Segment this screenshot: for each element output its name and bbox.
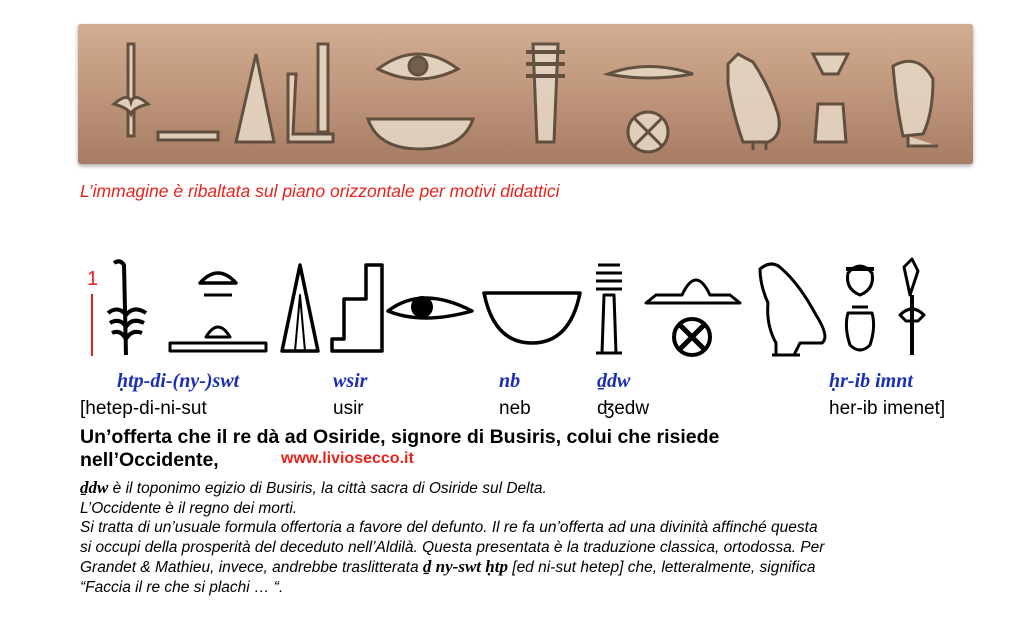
- note-line-2: L’Occidente è il regno dei morti.: [80, 499, 298, 517]
- translation-line-2: nell’Occidente,: [80, 449, 219, 471]
- website-link[interactable]: www.liviosecco.it: [281, 450, 414, 467]
- offering-table-glyph: [170, 273, 266, 351]
- translation: [80, 426, 840, 472]
- pron-neb: neb: [499, 398, 531, 419]
- translit-osiris: wsir: [333, 370, 368, 392]
- note-line-1-text: è il toponimo egizio di Busiris, la città sacra di Osiride sul Delta.: [108, 480, 547, 497]
- pron-djedu: ʤedw: [597, 398, 650, 419]
- eye-glyph: [388, 298, 472, 318]
- basket-glyph: [484, 293, 580, 343]
- translit-her-ib-imenet: ḥr-ib imnt: [829, 370, 913, 392]
- notes: [80, 478, 980, 597]
- note-line-3: Si tratta di un’usuale formula offertoria a favore del defunto. Il re fa un’offerta ad una divinità affinché questa: [80, 519, 818, 536]
- bird-glyph: [760, 264, 825, 355]
- note-line-5-start: Grandet & Mathieu, invece, andrebbe traslitterata: [80, 559, 423, 576]
- tomb-city-glyph: [646, 280, 740, 355]
- note-line-5: [80, 557, 980, 578]
- translit-hetep-di-nisut: ḥtp-di-(ny-)swt: [117, 370, 240, 392]
- note-line-4: si occupi della prosperità del deceduto nell’Aldilà. Questa presentata è la traduzione classica, ortodossa. Per: [80, 538, 825, 556]
- cone-loaf-glyph: [282, 265, 318, 351]
- line-number: 1: [87, 268, 99, 290]
- translit-neb: nb: [499, 370, 521, 392]
- note-line-6: “Faccia il re che si plachi … “.: [80, 578, 284, 596]
- relief-image: [78, 24, 973, 164]
- reed-glyph: [108, 261, 146, 355]
- line-marker-bar: [91, 294, 93, 356]
- photo-caption: L’immagine è ribaltata sul piano orizzontale per motivi didattici: [80, 181, 560, 201]
- djed-glyph: [596, 265, 622, 353]
- throne-glyph: [332, 265, 382, 351]
- standard-glyph: [900, 259, 924, 355]
- pron-osiris: usir: [333, 398, 364, 419]
- translation-line-1: Un’offerta che il re dà ad Osiride, signore di Busiris, colui che risiede: [80, 426, 720, 448]
- pron-hetep-di-nisut: [hetep-di-ni-sut: [80, 398, 207, 419]
- hieroglyph-line: [100, 255, 940, 365]
- note-line-1: [80, 478, 980, 499]
- jar-glyph: [846, 307, 873, 350]
- pron-her-ib-imenet: her-ib imenet]: [829, 398, 946, 419]
- note-term-djedu: ḏdw: [80, 478, 109, 497]
- translit-djedu: ḏdw: [597, 370, 631, 392]
- note-line-5-rest: [ed ni-sut hetep] che, letteralmente, significa: [507, 559, 816, 576]
- note-term-d-nysut-htp: ḏ ny-swt ḥtp: [422, 557, 508, 576]
- relief-photo: [78, 24, 973, 164]
- head-glyph: [846, 266, 874, 295]
